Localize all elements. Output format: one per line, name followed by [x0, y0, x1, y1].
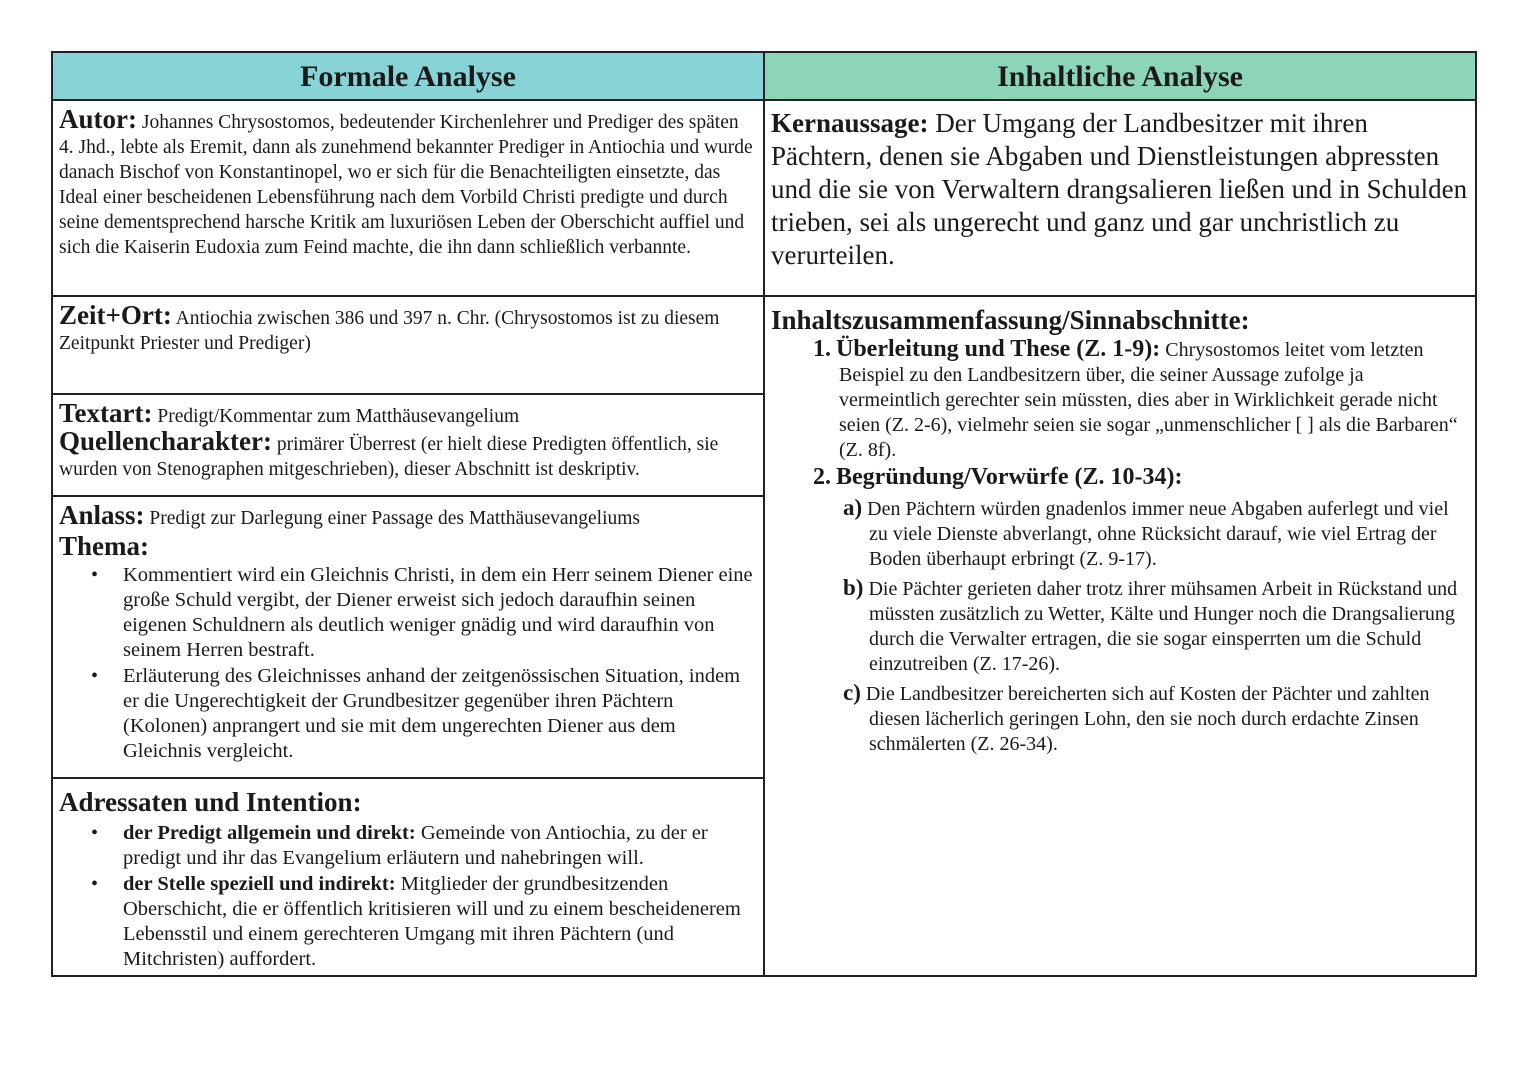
formal-analysis-header: Formale Analyse [53, 53, 763, 101]
core-statement-label: Kernaussage: [771, 108, 929, 138]
time-place-text: Antiochia zwischen 386 und 397 n. Chr. (Chrysostomos ist zu diesem Zeitpunkt Priester und Prediger) [59, 308, 720, 354]
occasion-label: Anlass: [59, 500, 145, 530]
time-place-label: Zeit+Ort: [59, 300, 172, 330]
section-2: 2. Begründung/Vorwürfe (Z. 10-34): [813, 464, 1183, 490]
list-item: • der Predigt allgemein und direkt: Gemeinde von Antiochia, zu der er predigt und ihr das Evangelium erläutern und nahebringen will. [123, 821, 757, 871]
content-analysis-header: Inhaltliche Analyse [765, 53, 1475, 101]
content-analysis-column [765, 53, 1475, 975]
list-item: • der Stelle speziell und indirekt: Mitglieder der grundbesitzenden Oberschicht, die er öffentlich kritisieren will und zu einem bescheidenerem Lebensstil und einem gerechteren Umgang mit ihren Pächtern (und Mitchristen) auffordert. [123, 872, 757, 972]
core-statement-text: Der Umgang der Landbesitzer mit ihren Pächtern, denen sie Abgaben und Dienstleistungen abpressten und die sie von Verwaltern drangsalieren ließen und in Schulden trieben, sei als ungerecht und ganz und gar unchristlich zu verurteilen. [771, 108, 1468, 270]
author-label: Autor: [59, 104, 137, 134]
addressees-cell [53, 779, 763, 975]
author-text: Johannes Chrysostomos, bedeutender Kirchenlehrer und Prediger des späten 4. Jhd., lebte als Eremit, dann als zunehmend bekannter Prediger in Antiochia und wurde danach Bischof von Konstantinopel, wo er sich für die Benachteiligten einsetzte, das Ideal einer bescheidenen Lebensführung nach dem Vorbild Christi predigte und durch seine dementsprechend harsche Kritik am luxuriösen Leben der Oberschicht auffiel und sich die Kaiserin Eudoxia zum Feind machte, die ihn dann schließlich verbannte. [59, 112, 753, 258]
formal-analysis-column [53, 53, 765, 975]
list-item: • Kommentiert wird ein Gleichnis Christi, in dem ein Herr seinem Diener eine große Schuld vergibt, der Diener erweist sich jedoch daraufhin seinen eigenen Schuldnern als deutlich weniger gnädig und wird daraufhin von seinem Herren bestraft. [123, 563, 757, 663]
text-type-text: Predigt/Kommentar zum Matthäusevangelium [157, 406, 520, 427]
analysis-table [51, 51, 1477, 977]
text-type-label: Textart: [59, 398, 153, 428]
source-character-text: primärer Überrest (er hielt diese Predigten öffentlich, sie wurden von Stenographen mitgeschrieben), dieser Abschnitt ist deskriptiv. [59, 434, 719, 480]
summary-cell [765, 297, 1475, 975]
subsection-b: b) Die Pächter gerieten daher trotz ihrer mühsamen Arbeit in Rückstand und müssten zusätzlich zu Wetter, Kälte und Hunger noch die Drangsalierung durch die Verwalter ertragen, die sie sogar einsperrten um die Schuld einzutreiben (Z. 17-26). [843, 575, 1458, 675]
theme-list [59, 563, 757, 764]
subsection-a: a) Den Pächtern würden gnadenlos immer neue Abgaben auferlegt und viel zu viele Dienste abverlangt, ohne Rücksicht darauf, wie viel Ertrag der Boden überhaupt erbringt (Z. 9-17). [843, 495, 1449, 570]
section-1: 1. Überleitung und These (Z. 1-9): Chrysostomos leitet vom letzten Beispiel zu den Landbesitzern über, die seiner Aussage zufolge ja vermeintlich gerechter sein müssten, dies aber in Wirklichkeit gerade nicht seien (Z. 2-6), vielmehr seien sie sogar „unmenschlicher [ ] als die Barbaren“ (Z. 8f). [813, 336, 1458, 461]
summary-label: Inhaltszusammenfassung/Sinnabschnitte: [771, 305, 1250, 335]
occasion-text: Predigt zur Darlegung einer Passage des Matthäusevangeliums [149, 508, 641, 529]
addressees-list [59, 821, 757, 972]
subsection-c: c) Die Landbesitzer bereicherten sich auf Kosten der Pächter und zahlten diesen lächerlich geringen Lohn, den sie noch durch erdachte Zinsen schmälerten (Z. 26-34). [843, 680, 1430, 755]
theme-label: Thema: [59, 531, 149, 561]
time-place-cell [53, 297, 763, 395]
addressees-label: Adressaten und Intention: [59, 787, 362, 817]
core-statement-cell [765, 101, 1475, 297]
list-item: • Erläuterung des Gleichnisses anhand der zeitgenössischen Situation, indem er die Ungerechtigkeit der Grundbesitzer gegenüber ihren Pächtern (Kolonen) anprangert und sie mit dem ungerechten Diener aus dem Gleichnis vergleicht. [123, 664, 757, 764]
source-character-label: Quellencharakter: [59, 426, 272, 456]
text-type-cell [53, 395, 763, 497]
occasion-theme-cell [53, 497, 763, 779]
author-cell [53, 101, 763, 297]
